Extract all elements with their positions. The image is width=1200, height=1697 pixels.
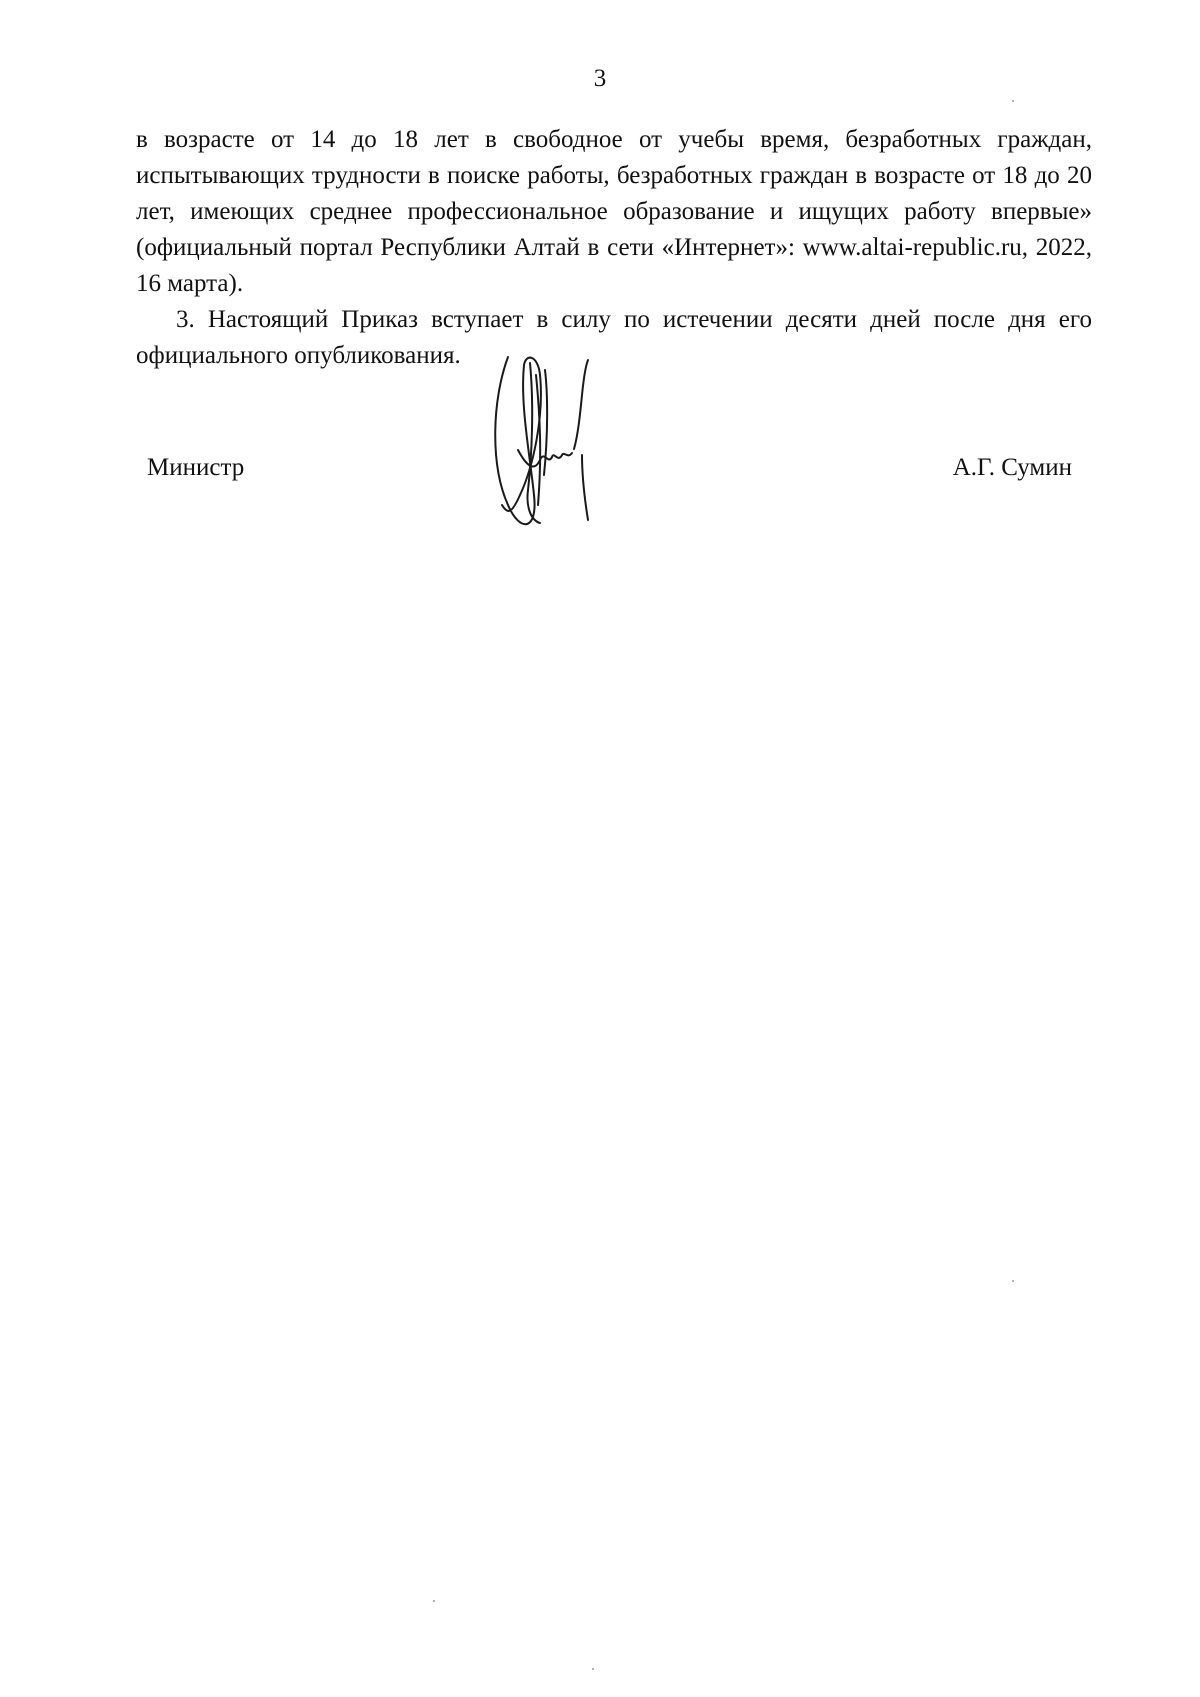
scan-speck — [1012, 1280, 1014, 1282]
scan-speck — [1012, 100, 1014, 102]
document-body — [136, 122, 1092, 374]
scan-speck — [592, 1668, 594, 1670]
handwritten-signature-icon — [490, 355, 620, 535]
paragraph-clause-3: 3. Настоящий Приказ вступает в силу по истечении десяти дней после дня его официального опубликования. — [136, 306, 1092, 369]
page-number: 3 — [593, 65, 607, 92]
scan-speck — [433, 1600, 435, 1602]
signer-name: А.Г. Сумин — [952, 454, 1072, 481]
signer-position: Министр — [147, 454, 245, 481]
paragraph-continuation: в возрасте от 14 до 18 лет в свободное от учебы время, безработных граждан, испытывающих трудности в поиске работы, безработных граждан в возрасте от 18 до 20 лет, имеющих среднее профессиональное образование и ищущих работу впервые» (официальный портал Республики Алтай в сети «Интернет»: www.altai-republic.ru, 2022, 16 марта). — [136, 126, 1092, 297]
